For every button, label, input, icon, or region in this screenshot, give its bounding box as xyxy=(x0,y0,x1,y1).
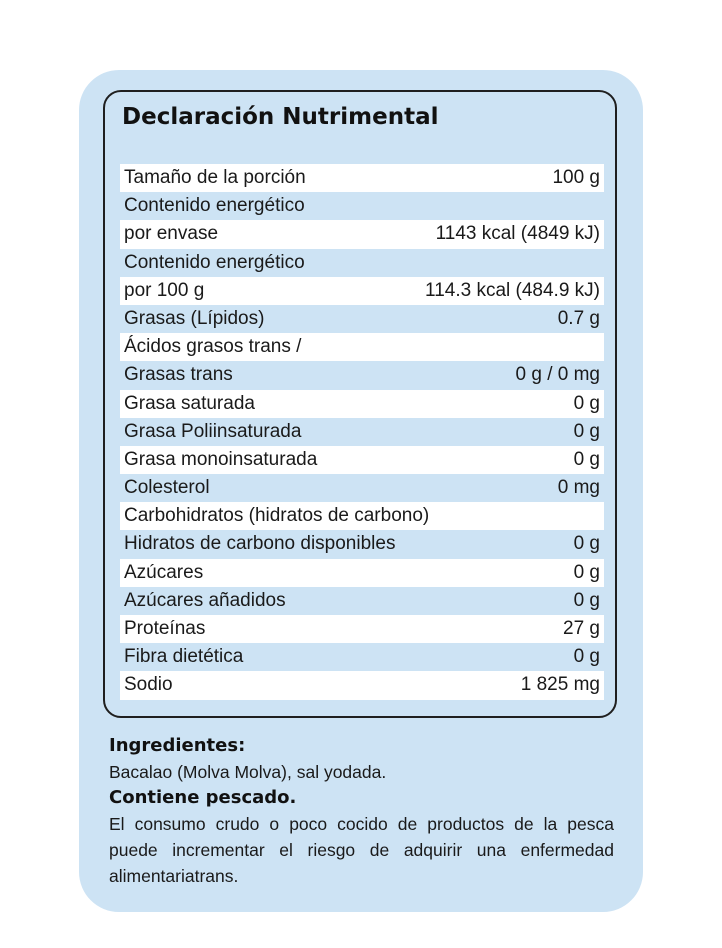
row-value: 0 g xyxy=(573,533,600,555)
row-value: 0 g xyxy=(573,589,600,611)
nutrition-rows xyxy=(120,164,604,700)
allergen-heading: Contiene pescado. xyxy=(109,787,297,808)
nutrition-row-trans-fat xyxy=(120,361,604,389)
nutrition-row-fat xyxy=(120,305,604,333)
nutrition-row-monounsaturated-fat xyxy=(120,446,604,474)
row-value: 0 g xyxy=(573,392,600,414)
row-value: 0 g xyxy=(573,448,600,470)
row-label: Grasa monoinsaturada xyxy=(124,448,318,470)
nutrition-row-fiber xyxy=(120,643,604,671)
nutrition-row-added-sugars xyxy=(120,587,604,615)
nutrition-row-cholesterol xyxy=(120,474,604,502)
row-label: Sodio xyxy=(124,674,173,696)
row-value: 0 g / 0 mg xyxy=(515,364,600,386)
row-label: Ácidos grasos trans / xyxy=(124,336,302,358)
label-panel xyxy=(79,70,643,912)
nutrition-row-energy-pack-heading xyxy=(120,192,604,220)
row-value: 0 g xyxy=(573,561,600,583)
row-value: 0 g xyxy=(573,420,600,442)
row-label: Proteínas xyxy=(124,618,206,639)
nutrition-row-saturated-fat xyxy=(120,390,604,418)
row-value: 100 g xyxy=(552,167,600,188)
nutrition-row-serving-size xyxy=(120,164,604,192)
row-label: por 100 g xyxy=(124,279,205,301)
ingredients-section xyxy=(109,733,614,889)
nutrition-row-energy-100g xyxy=(120,277,604,305)
row-label: por envase xyxy=(124,223,219,245)
row-label: Carbohidratos (hidratos de carbono) xyxy=(124,505,430,527)
row-value: 0 mg xyxy=(557,477,600,499)
nutrition-row-protein xyxy=(120,615,604,643)
row-label: Grasa Poliinsaturada xyxy=(124,420,302,442)
row-label: Colesterol xyxy=(124,477,210,499)
nutrition-row-energy-100g-heading xyxy=(120,249,604,277)
row-label: Azúcares añadidos xyxy=(124,589,286,611)
row-label: Fibra dietética xyxy=(124,646,244,668)
row-value: 0.7 g xyxy=(557,307,600,329)
row-label: Hidratos de carbono disponibles xyxy=(124,533,396,555)
nutrition-row-sodium xyxy=(120,671,604,699)
health-warning: El consumo crudo o poco cocido de productos de la pesca puede incrementar el riesgo de adquirir una enfermedad alimentariatrans. xyxy=(109,814,614,886)
row-label: Grasas (Lípidos) xyxy=(124,307,265,329)
nutrition-row-trans-fat-heading xyxy=(120,333,604,361)
row-label: Azúcares xyxy=(124,561,204,583)
row-value: 27 g xyxy=(563,618,600,639)
row-label: Contenido energético xyxy=(124,251,305,273)
row-value: 1 825 mg xyxy=(520,674,600,696)
nutrition-row-polyunsaturated-fat xyxy=(120,418,604,446)
nutrition-row-energy-pack xyxy=(120,220,604,248)
ingredients-heading: Ingredientes: xyxy=(109,735,246,756)
nutrition-row-carbohydrates-heading xyxy=(120,502,604,530)
row-label: Tamaño de la porción xyxy=(124,167,306,188)
row-value: 1143 kcal (4849 kJ) xyxy=(435,223,600,245)
row-label: Grasas trans xyxy=(124,364,233,386)
nutrition-table xyxy=(103,90,617,718)
nutrition-row-sugars xyxy=(120,559,604,587)
row-value: 0 g xyxy=(573,646,600,668)
row-value: 114.3 kcal (484.9 kJ) xyxy=(425,279,600,301)
nutrition-title: Declaración Nutrimental xyxy=(122,104,439,130)
ingredients-text: Bacalao (Molva Molva), sal yodada. xyxy=(109,762,387,782)
row-label: Grasa saturada xyxy=(124,392,255,414)
row-label: Contenido energético xyxy=(124,195,305,217)
nutrition-row-available-carbohydrates xyxy=(120,530,604,558)
